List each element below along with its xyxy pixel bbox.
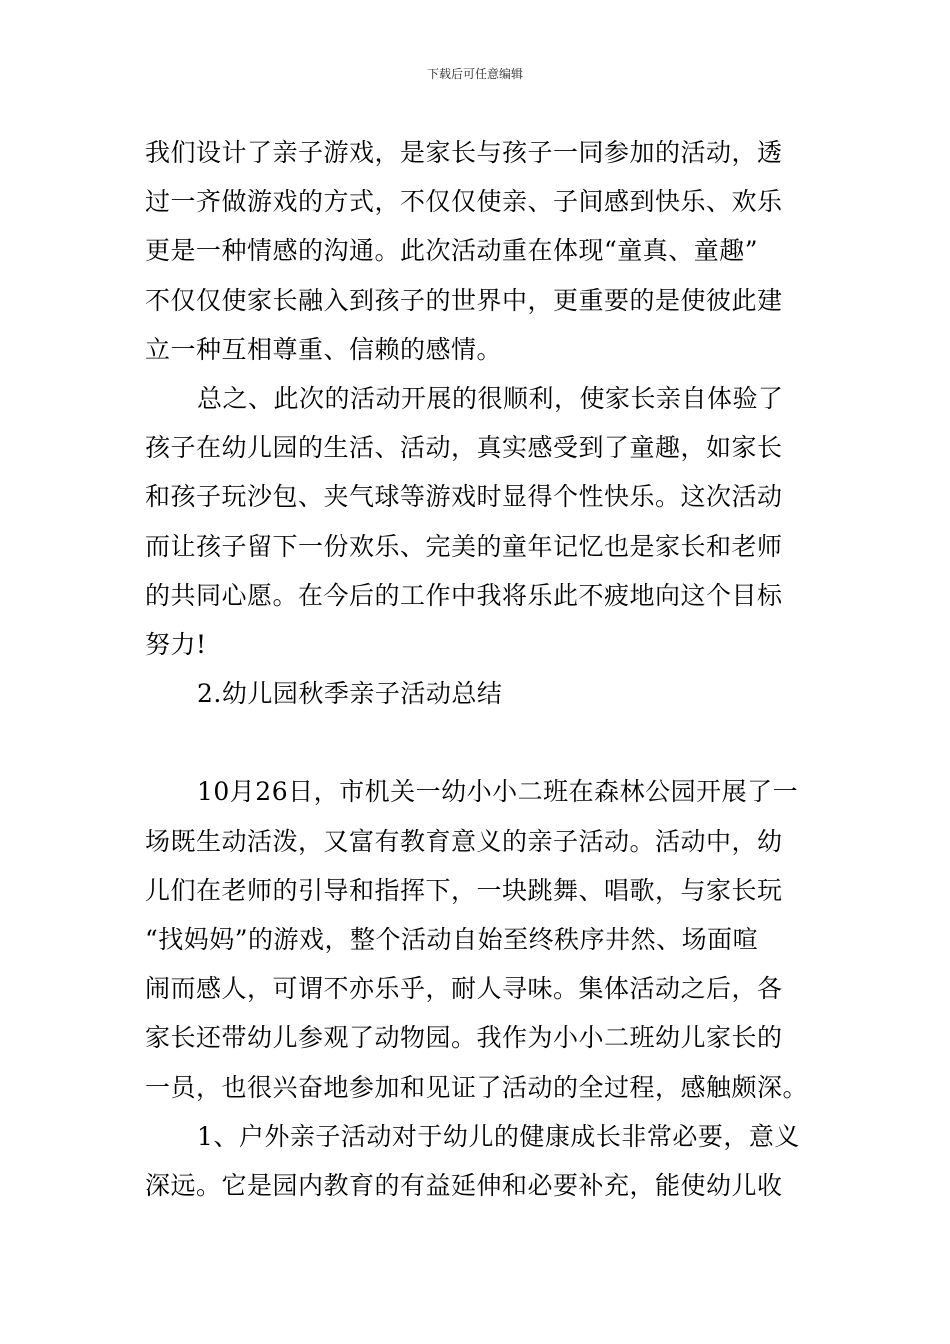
text-line: 闹而感人，可谓不亦乐乎，耐人寻味。集体活动之后，各 [145, 974, 783, 1004]
text-line: 一员，也很兴奋地参加和见证了活动的全过程，感触颇深。 [145, 1072, 809, 1102]
text-line: 努力! [145, 629, 207, 659]
text-line: 立一种互相尊重、信赖的感情。 [145, 334, 503, 364]
section-heading: 2.幼儿园秋季亲子活动总结 [197, 679, 503, 709]
text-line: 我们设计了亲子游戏，是家长与孩子一同参加的活动，透 [145, 138, 783, 167]
blank-line [145, 718, 807, 767]
text-line: “找妈妈”的游戏，整个活动自始至终秩序井然、场面喧 [145, 925, 759, 954]
text-line: 不仅仅使家长融入到孩子的世界中，更重要的是使彼此建 [145, 285, 783, 315]
text-line: 家长还带幼儿参观了动物园。我作为小小二班幼儿家长的 [145, 1023, 783, 1053]
text-line: 更是一种情感的沟通。此次活动重在体现“童真、童趣” [145, 236, 759, 266]
text-line: 儿们在老师的引导和指挥下，一块跳舞、唱歌，与家长玩 [145, 875, 783, 905]
page-header: 下载后可任意编辑 [426, 67, 523, 81]
paragraph-first-line: 总之、此次的活动开展的很顺利，使家长亲自体验了 [197, 383, 784, 413]
text-line: 和孩子玩沙包、夹气球等游戏时显得个性快乐。这次活动 [145, 482, 783, 512]
text-line: 过一齐做游戏的方式，不仅仅使亲、子间感到快乐、欢乐 [145, 187, 783, 217]
text-line: 而让孩子留下一份欢乐、完美的童年记忆也是家长和老师 [145, 531, 783, 561]
text-line: 的共同心愿。在今后的工作中我将乐此不疲地向这个目标 [145, 580, 783, 610]
document-body [145, 128, 807, 1210]
text-line: 孩子在幼儿园的生活、活动，真实感受到了童趣，如家长 [145, 433, 783, 463]
text-line: 场既生动活泼，又富有教育意义的亲子活动。活动中，幼 [145, 826, 783, 856]
paragraph-first-line: 1、户外亲子活动对于幼儿的健康成长非常必要，意义 [197, 1121, 800, 1151]
paragraph-first-line: 10月26日，市机关一幼小小二班在森林公园开展了一 [197, 777, 799, 807]
text-line: 深远。它是园内教育的有益延伸和必要补充，能使幼儿收 [145, 1170, 783, 1200]
